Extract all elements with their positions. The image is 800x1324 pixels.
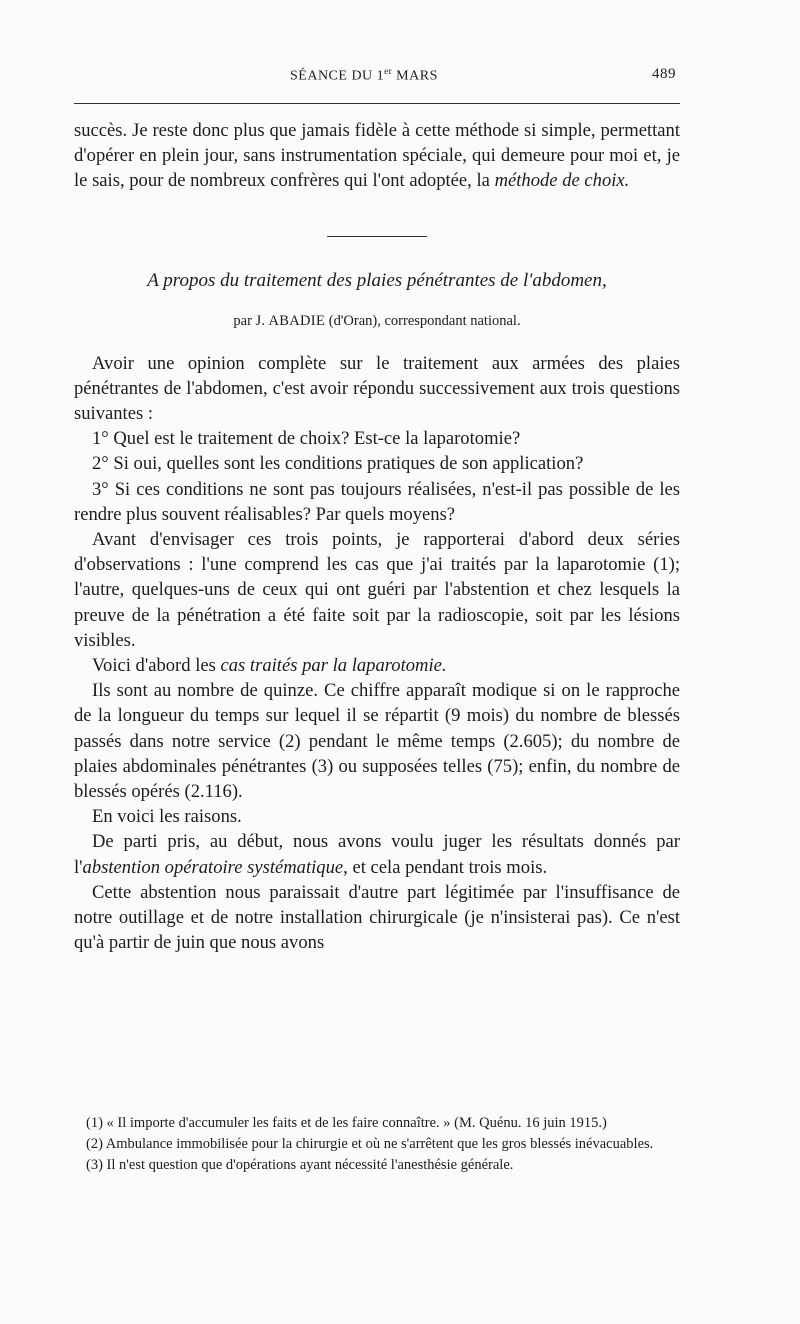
section-divider [327,236,427,237]
running-header [74,66,680,86]
footnote-3: (3) Il n'est question que d'opérations ayant nécessité l'anesthésie générale. [86,1157,514,1173]
paragraph-equipment: Cette abstention nous paraissait d'autre part légitimée par l'insuffisance de notre outillage et de notre installation chirurgicale (je n'insisterai pas). Ce n'est qu'à partir de juin que nous avons [74,881,680,954]
question-2: 2° Si oui, quelles sont les conditions pratiques de son application? [92,453,584,475]
footnote-1: (1) « Il importe d'accumuler les faits et de les faire connaître. » (M. Quénu. 16 juin 1915.) [86,1115,607,1131]
intro-paragraph: succès. Je reste donc plus que jamais fidèle à cette méthode si simple, permettant d'opérer en plein jour, sans instrumentation spéciale, qui demeure pour moi et, je le sais, pour de nombreux confrères qui l'ont adoptée, la méthode de choix. [74,120,680,192]
footnote-2: (2) Ambulance immobilisée pour la chirurgie et où ne s'arrêtent que les gros blessés inévacuables. [86,1136,654,1152]
page-number: 489 [652,66,676,82]
paragraph-cases-count: Ils sont au nombre de quinze. Ce chiffre apparaît modique si on le rapproche de la longueur du temps sur lequel il se répartit (9 mois) du nombre de blessés passés dans notre service (2) pendant le même temps (2.605); du nombre de plaies abdominales pénétrantes (3) ou supposées telles (75); enfin, du nombre de blessés opérés (2.116). [74,680,680,803]
paragraph-abstention: De parti pris, au début, nous avons voulu juger les résultats donnés par l'abstention opératoire systématique, et cela pendant trois mois. [74,831,680,878]
header-title: SÉANCE DU 1er MARS [290,66,438,84]
body-text [74,118,680,955]
paragraph-observations: Avant d'envisager ces trois points, je rapporterai d'abord deux séries d'observations : l'une comprend les cas que j'ai traités par la laparotomie (1); l'autre, quelques-uns de ceux qui ont guéri par l'abstention et chez lesquels la preuve de la pénétration a été faite soit par la radioscopie, soit par les lésions visibles. [74,529,680,651]
article-byline: par J. ABADIE (d'Oran), correspondant national. [233,312,521,329]
footnotes [74,1113,680,1176]
author-name: J. ABADIE [255,312,326,329]
question-3: 3° Si ces conditions ne sont pas toujours réalisées, n'est-il pas possible de les rendre plus souvent réalisables? Par quels moyens? [74,478,680,525]
article-title: A propos du traitement des plaies pénétrantes de l'abdomen, [147,269,607,291]
paragraph-cases-intro: Voici d'abord les cas traités par la laparotomie. [92,655,447,677]
question-1: 1° Quel est le traitement de choix? Est-ce la laparotomie? [92,428,521,450]
spacer [74,331,680,351]
header-rule [74,103,680,104]
paragraph-reasons: En voici les raisons. [92,806,242,828]
paragraph-1: Avoir une opinion complète sur le traitement aux armées des plaies pénétrantes de l'abdomen, c'est avoir répondu successivement aux trois questions suivantes : [74,352,680,425]
